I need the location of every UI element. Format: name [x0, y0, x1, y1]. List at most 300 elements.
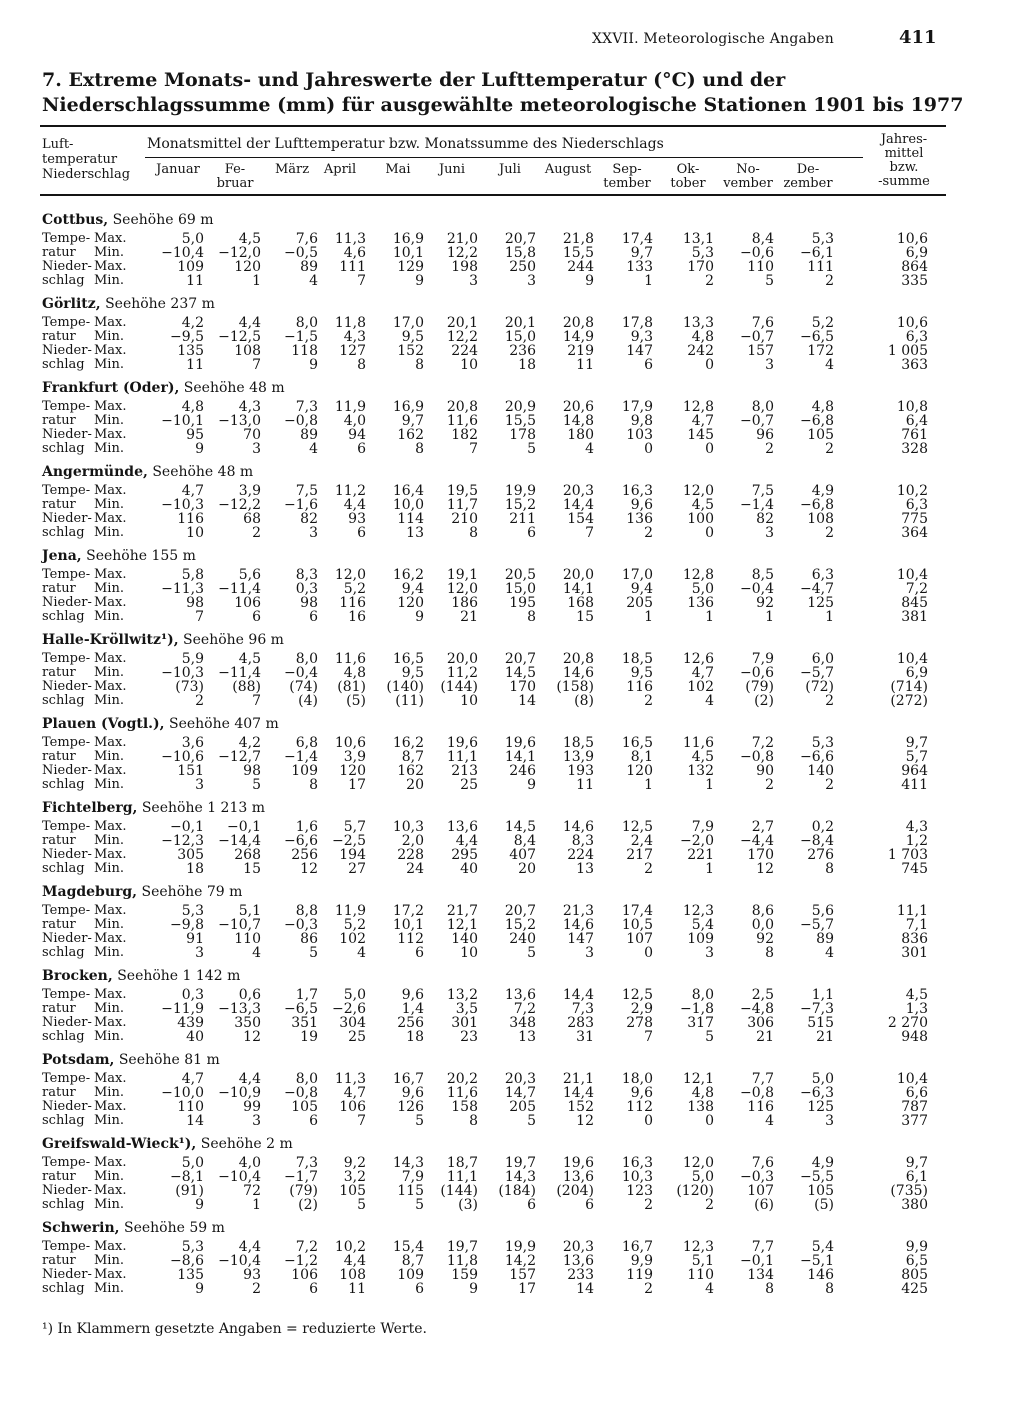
month-value-cell: −6,6: [800, 749, 834, 765]
annual-value-cell: 845: [901, 595, 928, 611]
month-value-cell: 8: [415, 357, 424, 373]
month-value-cell: 2: [644, 1281, 653, 1297]
month-value-cell: 2: [252, 1281, 261, 1297]
running-header: XXVII. Meteorologische Angaben: [592, 31, 834, 47]
annual-value-cell: 864: [901, 259, 928, 275]
month-value-cell: 8: [469, 1113, 478, 1129]
month-value-cell: 6: [309, 1113, 318, 1129]
month-value-cell: 4,3: [238, 399, 261, 415]
annual-value-cell: 1,2: [905, 833, 928, 849]
month-value-cell: −0,6: [740, 665, 774, 681]
month-value-cell: 21,1: [562, 1071, 594, 1087]
row-label-quantity: Tempe-: [42, 483, 91, 498]
month-value-cell: −9,5: [170, 329, 204, 345]
station-elevation: Seehöhe 81 m: [118, 1052, 220, 1068]
annual-value-cell: 745: [901, 861, 928, 877]
month-value-cell: 3: [252, 1113, 261, 1129]
month-value-cell: 5: [527, 945, 536, 961]
month-value-cell: 20,7: [504, 903, 536, 919]
row-label-extreme: Min.: [94, 693, 124, 708]
row-label-extreme: Max.: [94, 1099, 127, 1114]
row-label-extreme: Min.: [94, 1281, 124, 1296]
month-value-cell: 7,5: [751, 483, 774, 499]
month-value-cell: 6: [527, 1197, 536, 1213]
month-value-cell: −0,7: [740, 413, 774, 429]
row-label-header-line-2: temperatur: [42, 152, 118, 167]
annual-value-cell: 964: [901, 763, 928, 779]
month-value-cell: 16,5: [392, 651, 424, 667]
annual-value-cell: 9,7: [905, 1155, 928, 1171]
station-heading: [42, 1220, 225, 1236]
month-value-cell: 9: [195, 1281, 204, 1297]
month-value-cell: 4,5: [238, 651, 261, 667]
station-elevation: Seehöhe 155 m: [86, 548, 196, 564]
row-label-extreme: Max.: [94, 651, 127, 666]
month-value-cell: 9: [195, 441, 204, 457]
month-value-cell: 12,8: [682, 399, 714, 415]
station-heading: [42, 380, 285, 396]
month-value-cell: 8,7: [401, 749, 424, 765]
month-value-cell: 7,3: [295, 399, 318, 415]
month-value-cell: 0: [644, 1113, 653, 1129]
month-value-cell: 2: [765, 777, 774, 793]
station-elevation: Seehöhe 79 m: [141, 884, 243, 900]
month-value-cell: 12,0: [682, 1155, 714, 1171]
annual-value-cell: 380: [901, 1197, 928, 1213]
month-value-cell: −10,9: [218, 1085, 261, 1101]
month-value-cell: 107: [626, 931, 653, 947]
month-value-cell: 14,8: [562, 413, 594, 429]
month-value-cell: −12,2: [218, 497, 261, 513]
month-value-cell: 439: [177, 1015, 204, 1031]
month-value-cell: −9,8: [170, 917, 204, 933]
month-value-cell: 13,1: [682, 231, 714, 247]
month-value-cell: 242: [687, 343, 714, 359]
month-value-cell: 305: [177, 847, 204, 863]
month-value-cell: 14,6: [562, 819, 594, 835]
month-value-cell: 109: [291, 763, 318, 779]
month-value-cell: 18,5: [621, 651, 653, 667]
month-value-cell: 3,2: [343, 1169, 366, 1185]
month-value-cell: 5,0: [343, 987, 366, 1003]
month-value-cell: −0,4: [284, 665, 318, 681]
annual-value-cell: 11,1: [896, 903, 928, 919]
month-value-cell: 17,8: [621, 315, 653, 331]
month-value-cell: 14,5: [504, 819, 536, 835]
month-value-cell: 27: [348, 861, 366, 877]
month-value-cell: 82: [756, 511, 774, 527]
month-value-cell: 6: [585, 1197, 594, 1213]
month-value-cell: 228: [397, 847, 424, 863]
month-value-cell: 5: [527, 1113, 536, 1129]
month-value-cell: 6,8: [295, 735, 318, 751]
month-value-cell: 195: [509, 595, 536, 611]
month-value-cell: 40: [186, 1029, 204, 1045]
month-value-cell: 134: [747, 1267, 774, 1283]
row-label-quantity: Nieder-: [42, 847, 92, 862]
station-heading: [42, 884, 242, 900]
month-value-cell: (5): [346, 693, 366, 709]
month-value-cell: 256: [291, 847, 318, 863]
annual-value-cell: 10,8: [896, 399, 928, 415]
month-value-cell: 5,4: [691, 917, 714, 933]
annual-value-cell: 6,6: [905, 1085, 928, 1101]
footnote: ¹) In Klammern gesetzte Angaben = reduzierte Werte.: [42, 1321, 427, 1337]
month-value-cell: 210: [451, 511, 478, 527]
month-value-cell: 16,3: [621, 483, 653, 499]
month-value-cell: 115: [397, 1183, 424, 1199]
month-value-cell: 12,5: [621, 987, 653, 1003]
row-label-extreme: Min.: [94, 1029, 124, 1044]
station-heading: [42, 800, 265, 816]
station-name: Halle-Kröllwitz¹),: [42, 632, 179, 648]
month-value-cell: 8: [765, 945, 774, 961]
month-value-cell: 10,2: [334, 1239, 366, 1255]
month-value-cell: 4: [309, 441, 318, 457]
month-value-cell: 13,9: [562, 749, 594, 765]
annual-value-cell: 6,5: [905, 1253, 928, 1269]
annual-value-cell: 10,4: [896, 567, 928, 583]
month-value-cell: 12: [576, 1113, 594, 1129]
month-value-cell: 9,6: [401, 987, 424, 1003]
month-value-cell: 6: [415, 1281, 424, 1297]
month-value-cell: 198: [451, 259, 478, 275]
month-value-cell: 152: [397, 343, 424, 359]
month-header: Fe-: [224, 162, 246, 177]
month-value-cell: 9: [415, 273, 424, 289]
row-label-extreme: Max.: [94, 315, 127, 330]
month-value-cell: 11,8: [334, 315, 366, 331]
month-value-cell: −0,4: [740, 581, 774, 597]
month-value-cell: 19,5: [446, 483, 478, 499]
month-value-cell: 16,7: [392, 1071, 424, 1087]
month-value-cell: 23: [460, 1029, 478, 1045]
month-value-cell: 2,9: [630, 1001, 653, 1017]
month-value-cell: 180: [567, 427, 594, 443]
month-value-cell: −2,6: [332, 1001, 366, 1017]
month-value-cell: 170: [687, 259, 714, 275]
month-value-cell: 19,9: [504, 483, 536, 499]
annual-header-line-3: bzw.: [889, 160, 919, 175]
month-value-cell: 14,7: [504, 1085, 536, 1101]
row-label-quantity: Tempe-: [42, 1071, 91, 1086]
month-value-cell: 7,2: [295, 1239, 318, 1255]
month-value-cell: 8: [765, 1281, 774, 1297]
month-value-cell: −0,5: [284, 245, 318, 261]
month-value-cell: 3,5: [455, 1001, 478, 1017]
month-value-cell: 4: [309, 273, 318, 289]
month-value-cell: 11: [348, 1281, 366, 1297]
annual-value-cell: 411: [901, 777, 928, 793]
station-name: Frankfurt (Oder),: [42, 380, 180, 396]
month-value-cell: 7,5: [295, 483, 318, 499]
month-value-cell: 106: [234, 595, 261, 611]
row-label-quantity: schlag: [42, 945, 85, 960]
row-label-quantity: Nieder-: [42, 763, 92, 778]
month-value-cell: −5,1: [800, 1253, 834, 1269]
month-value-cell: 14,3: [504, 1169, 536, 1185]
month-value-cell: 19,6: [562, 1155, 594, 1171]
row-label-quantity: Nieder-: [42, 427, 92, 442]
month-value-cell: −10,1: [161, 413, 204, 429]
month-value-cell: 17,9: [621, 399, 653, 415]
annual-value-cell: 6,1: [905, 1169, 928, 1185]
annual-value-cell: (735): [890, 1183, 928, 1199]
station-elevation: Seehöhe 59 m: [123, 1220, 225, 1236]
month-value-cell: 317: [687, 1015, 714, 1031]
month-value-cell: 2: [825, 441, 834, 457]
month-value-cell: 17,4: [621, 231, 653, 247]
row-label-extreme: Min.: [94, 329, 124, 344]
month-value-cell: (144): [440, 1183, 478, 1199]
month-value-cell: 6: [415, 945, 424, 961]
row-label-extreme: Max.: [94, 1071, 127, 1086]
month-value-cell: 102: [339, 931, 366, 947]
station-heading: [42, 464, 253, 480]
month-value-cell: (140): [386, 679, 424, 695]
month-header: vember: [723, 176, 773, 191]
row-label-extreme: Max.: [94, 1267, 127, 1282]
month-value-cell: 136: [626, 511, 653, 527]
month-value-cell: 9: [585, 273, 594, 289]
month-value-cell: 12,2: [446, 245, 478, 261]
month-value-cell: 13: [576, 861, 594, 877]
month-value-cell: 14,4: [562, 497, 594, 513]
month-value-cell: 98: [300, 595, 318, 611]
station-elevation: Seehöhe 237 m: [105, 296, 215, 312]
month-value-cell: 9,8: [630, 413, 653, 429]
month-value-cell: −1,8: [680, 1001, 714, 1017]
month-value-cell: 94: [348, 427, 366, 443]
month-value-cell: 109: [397, 1267, 424, 1283]
row-label-quantity: schlag: [42, 777, 85, 792]
month-value-cell: 15: [576, 609, 594, 625]
page-number: 411: [899, 27, 937, 48]
month-value-cell: 5,0: [181, 231, 204, 247]
month-value-cell: 138: [687, 1099, 714, 1115]
month-value-cell: 4,4: [238, 1071, 261, 1087]
month-value-cell: (4): [298, 693, 318, 709]
annual-value-cell: 377: [901, 1113, 928, 1129]
annual-value-cell: 10,2: [896, 483, 928, 499]
month-value-cell: 110: [747, 259, 774, 275]
month-value-cell: 10,3: [392, 819, 424, 835]
month-value-cell: 5,2: [343, 581, 366, 597]
month-header: Juni: [438, 162, 466, 177]
month-value-cell: 221: [687, 847, 714, 863]
month-value-cell: 2: [705, 1197, 714, 1213]
month-value-cell: 233: [567, 1267, 594, 1283]
month-value-cell: 133: [626, 259, 653, 275]
month-value-cell: 126: [397, 1099, 424, 1115]
month-value-cell: 21,8: [562, 231, 594, 247]
month-value-cell: 159: [451, 1267, 478, 1283]
row-label-extreme: Max.: [94, 483, 127, 498]
month-value-cell: (79): [745, 679, 774, 695]
month-value-cell: 11,3: [334, 231, 366, 247]
station-elevation: Seehöhe 48 m: [183, 380, 285, 396]
month-value-cell: −1,6: [284, 497, 318, 513]
month-value-cell: 25: [460, 777, 478, 793]
annual-value-cell: 5,7: [905, 749, 928, 765]
month-value-cell: −4,7: [800, 581, 834, 597]
month-value-cell: 20,0: [562, 567, 594, 583]
month-value-cell: 4: [705, 693, 714, 709]
month-value-cell: 1,4: [401, 1001, 424, 1017]
month-value-cell: −6,6: [284, 833, 318, 849]
month-value-cell: 9: [309, 357, 318, 373]
month-value-cell: 9: [527, 777, 536, 793]
month-value-cell: 2: [644, 861, 653, 877]
month-value-cell: 5: [309, 945, 318, 961]
month-value-cell: 105: [291, 1099, 318, 1115]
month-header: Mai: [385, 162, 411, 177]
row-label-extreme: Max.: [94, 595, 127, 610]
month-value-cell: 108: [234, 343, 261, 359]
row-label-extreme: Min.: [94, 1197, 124, 1212]
month-value-cell: 15,4: [392, 1239, 424, 1255]
month-value-cell: 18: [518, 357, 536, 373]
month-value-cell: 109: [177, 259, 204, 275]
month-value-cell: 15,2: [504, 497, 536, 513]
annual-value-cell: 10,4: [896, 651, 928, 667]
month-value-cell: (204): [556, 1183, 594, 1199]
month-value-cell: 5,3: [181, 1239, 204, 1255]
month-value-cell: 2,5: [751, 987, 774, 1003]
month-value-cell: 244: [567, 259, 594, 275]
month-value-cell: 205: [509, 1099, 536, 1115]
station-heading: [42, 1136, 293, 1152]
month-value-cell: 4: [825, 357, 834, 373]
month-value-cell: 205: [626, 595, 653, 611]
row-label-extreme: Max.: [94, 679, 127, 694]
month-value-cell: −0,3: [284, 917, 318, 933]
month-value-cell: 16,7: [621, 1239, 653, 1255]
month-value-cell: 0,0: [751, 917, 774, 933]
month-value-cell: 14,2: [504, 1253, 536, 1269]
month-value-cell: 2: [825, 693, 834, 709]
month-value-cell: 8,6: [751, 903, 774, 919]
month-value-cell: −1,7: [284, 1169, 318, 1185]
month-value-cell: 90: [756, 763, 774, 779]
station-heading: [42, 632, 284, 648]
month-value-cell: 7: [469, 441, 478, 457]
row-label-extreme: Min.: [94, 1085, 124, 1100]
month-value-cell: −0,3: [740, 1169, 774, 1185]
month-header: Ok-: [676, 162, 700, 177]
row-label-extreme: Min.: [94, 1169, 124, 1184]
month-value-cell: 3: [195, 777, 204, 793]
row-label-quantity: ratur: [42, 833, 76, 848]
month-value-cell: −2,0: [680, 833, 714, 849]
month-value-cell: 9: [415, 609, 424, 625]
row-label-extreme: Max.: [94, 819, 127, 834]
row-label-extreme: Max.: [94, 735, 127, 750]
row-label-extreme: Max.: [94, 987, 127, 1002]
month-value-cell: 135: [177, 1267, 204, 1283]
month-value-cell: 5,3: [811, 735, 834, 751]
month-value-cell: 20,3: [562, 483, 594, 499]
annual-value-cell: 301: [901, 945, 928, 961]
month-value-cell: 157: [747, 343, 774, 359]
month-value-cell: 8: [309, 777, 318, 793]
row-label-quantity: ratur: [42, 245, 76, 260]
month-value-cell: 8,7: [401, 1253, 424, 1269]
month-value-cell: 11,2: [334, 483, 366, 499]
month-value-cell: 20,3: [504, 1071, 536, 1087]
month-value-cell: 13,6: [562, 1253, 594, 1269]
month-value-cell: 15,5: [504, 413, 536, 429]
month-value-cell: 116: [339, 595, 366, 611]
month-value-cell: 246: [509, 763, 536, 779]
annual-value-cell: 805: [901, 1267, 928, 1283]
month-value-cell: 7,9: [751, 651, 774, 667]
month-value-cell: 9: [195, 1197, 204, 1213]
month-value-cell: 5,3: [811, 231, 834, 247]
month-value-cell: 14,6: [562, 917, 594, 933]
month-value-cell: −1,4: [284, 749, 318, 765]
row-label-extreme: Max.: [94, 511, 127, 526]
month-value-cell: 16,4: [392, 483, 424, 499]
month-value-cell: 5,4: [811, 1239, 834, 1255]
month-value-cell: 172: [807, 343, 834, 359]
month-value-cell: 10: [460, 357, 478, 373]
row-label-extreme: Max.: [94, 567, 127, 582]
month-value-cell: 16,3: [621, 1155, 653, 1171]
month-value-cell: 240: [509, 931, 536, 947]
month-value-cell: 8,0: [295, 1071, 318, 1087]
station-name: Brocken,: [42, 968, 113, 984]
station-name: Plauen (Vogtl.),: [42, 716, 165, 732]
month-value-cell: −10,3: [161, 497, 204, 513]
month-value-cell: 224: [567, 847, 594, 863]
month-value-cell: 1,6: [295, 819, 318, 835]
month-value-cell: 8,3: [295, 567, 318, 583]
month-value-cell: −0,1: [740, 1253, 774, 1269]
month-value-cell: 86: [300, 931, 318, 947]
month-value-cell: 96: [756, 427, 774, 443]
month-value-cell: −0,7: [740, 329, 774, 345]
month-value-cell: 5: [765, 273, 774, 289]
annual-value-cell: 6,4: [905, 413, 928, 429]
month-value-cell: −5,7: [800, 917, 834, 933]
row-label-extreme: Min.: [94, 1253, 124, 1268]
month-value-cell: 12,1: [446, 917, 478, 933]
month-value-cell: 11,6: [682, 735, 714, 751]
month-value-cell: 178: [509, 427, 536, 443]
annual-value-cell: 6,3: [905, 329, 928, 345]
month-value-cell: 3: [527, 273, 536, 289]
row-label-extreme: Min.: [94, 833, 124, 848]
month-value-cell: 2: [765, 441, 774, 457]
month-value-cell: 8: [527, 609, 536, 625]
month-value-cell: 5,6: [811, 903, 834, 919]
month-value-cell: 182: [451, 427, 478, 443]
month-value-cell: 217: [626, 847, 653, 863]
month-value-cell: 4,4: [343, 497, 366, 513]
month-value-cell: 4,8: [691, 329, 714, 345]
month-value-cell: 19,9: [504, 1239, 536, 1255]
month-value-cell: 7,2: [751, 735, 774, 751]
month-value-cell: 9,3: [630, 329, 653, 345]
month-value-cell: 17,0: [392, 315, 424, 331]
month-value-cell: (2): [298, 1197, 318, 1213]
month-value-cell: 11,6: [334, 651, 366, 667]
month-value-cell: −6,8: [800, 497, 834, 513]
row-label-quantity: Tempe-: [42, 399, 91, 414]
month-value-cell: 93: [243, 1267, 261, 1283]
month-value-cell: 4,7: [181, 1071, 204, 1087]
